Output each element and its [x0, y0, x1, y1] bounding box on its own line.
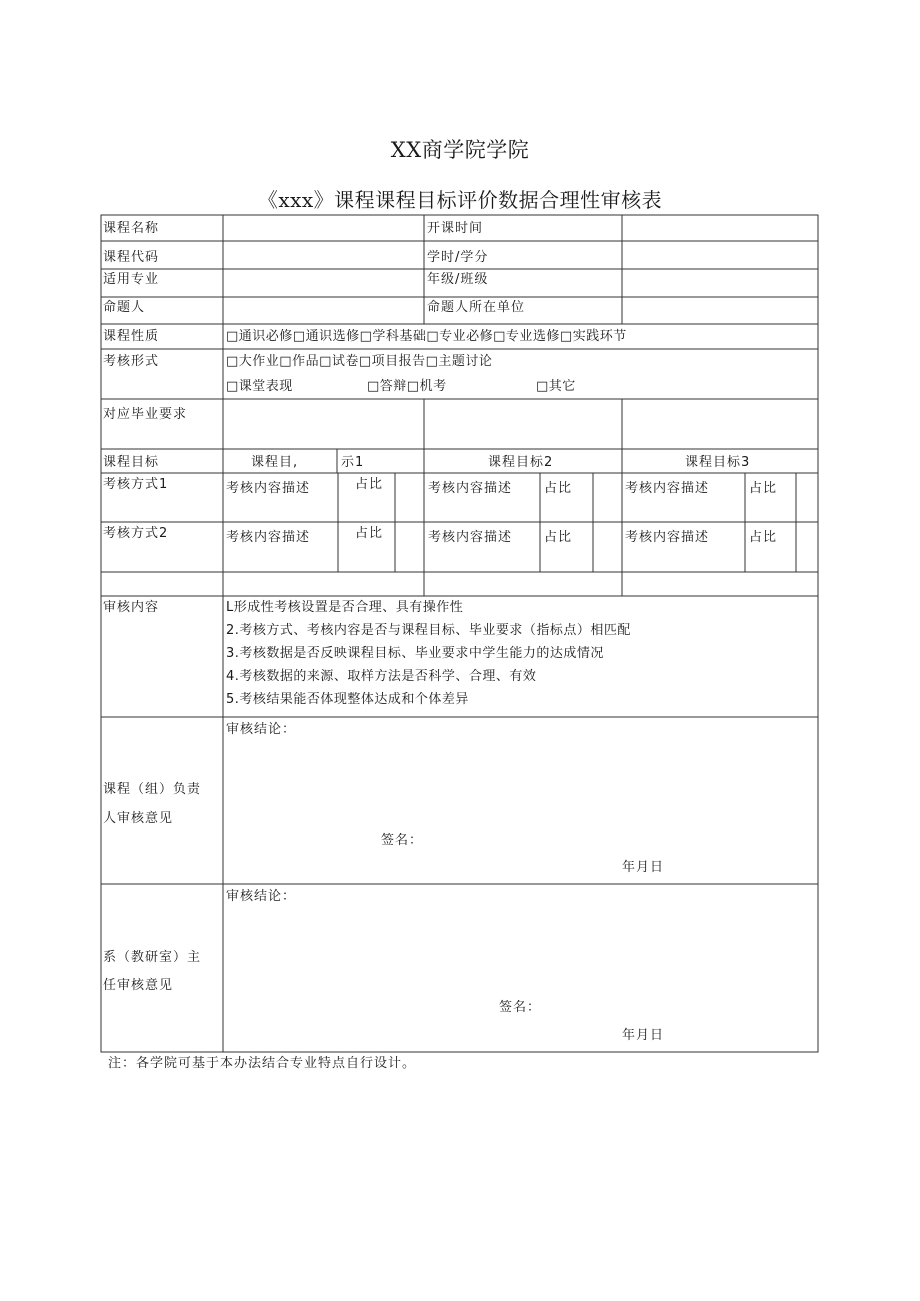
form-title: 《xxx》课程课程目标评价数据合理性审核表: [257, 188, 663, 212]
method-2-goal-3-ratio: 占比: [749, 530, 778, 545]
dept-head-conclusion-label: 审核结论：: [226, 889, 297, 904]
method-1-goal-2-desc: 考核内容描述: [428, 481, 513, 496]
course-type-checkboxes[interactable]: □通识必修□通识选修□学科基础□专业必修□专业选修□实践环节: [226, 329, 627, 344]
start-time-label: 开课时间: [427, 221, 484, 236]
dept-head-signature-label: 签名：: [499, 1000, 542, 1015]
goal-label: 课程目标: [103, 455, 160, 470]
method-2-goal-2-desc: 考核内容描述: [428, 530, 513, 545]
exam-form-checkboxes-row1[interactable]: □大作业□作品□试卷□项目报告□主题讨论: [226, 354, 493, 369]
method-2-label: 考核方式2: [103, 526, 169, 541]
dept-head-opinion-label-cont: 任审核意见: [103, 978, 174, 993]
review-item: 4.考核数据的来源、取样方法是否科学、合理、有效: [226, 669, 537, 684]
course-name-label: 课程名称: [103, 221, 160, 236]
course-lead-opinion-label: 课程（组）负责: [103, 782, 202, 797]
method-1-goal-3-desc: 考核内容描述: [625, 481, 710, 496]
grade-class-label: 年级/班级: [427, 272, 489, 287]
exam-form-option-other[interactable]: □其它: [536, 379, 576, 394]
method-2-goal-3-desc: 考核内容描述: [625, 530, 710, 545]
method-1-goal-3-ratio: 占比: [749, 481, 778, 496]
review-item: 2.考核方式、考核内容是否与课程目标、毕业要求（指标点）相匹配: [226, 623, 631, 638]
exam-form-option-defense[interactable]: □答辩□机考: [367, 379, 447, 394]
hours-credits-label: 学时/学分: [427, 250, 489, 265]
course-type-label: 课程性质: [103, 329, 160, 344]
setter-label: 命题人: [103, 300, 146, 315]
grad-req-label: 对应毕业要求: [103, 407, 188, 422]
setter-unit-label: 命题人所在单位: [427, 300, 526, 315]
course-code-label: 课程代码: [103, 250, 160, 265]
method-1-label: 考核方式1: [103, 477, 169, 492]
method-1-goal-2-ratio: 占比: [544, 481, 573, 496]
review-item: 5.考核结果能否体现整体达成和个体差异: [226, 692, 469, 707]
footnote: 注：各学院可基于本办法结合专业特点自行设计。: [108, 1056, 417, 1071]
exam-form-option-class[interactable]: □课堂表现: [226, 379, 293, 394]
method-2-goal-2-ratio: 占比: [544, 530, 573, 545]
goal-3-heading: 课程目标3: [685, 455, 751, 470]
method-2-goal-1-desc: 考核内容描述: [226, 530, 311, 545]
review-item: L形成性考核设置是否合理、具有操作性: [226, 600, 464, 615]
method-1-goal-1-desc: 考核内容描述: [226, 481, 311, 496]
review-item: 3.考核数据是否反映课程目标、毕业要求中学生能力的达成情况: [226, 646, 604, 661]
course-lead-conclusion-label: 审核结论：: [226, 722, 297, 737]
exam-form-label: 考核形式: [103, 354, 160, 369]
course-lead-opinion-label-cont: 人审核意见: [103, 811, 174, 826]
dept-head-opinion-label: 系（教研室）主: [103, 950, 202, 965]
goal-1-heading: 课程目,: [251, 455, 299, 470]
goal-2-heading: 课程目标2: [488, 455, 554, 470]
major-label: 适用专业: [103, 272, 160, 287]
method-1-goal-1-ratio: 占比: [355, 477, 384, 492]
institution-title: XX商学院学院: [390, 138, 530, 162]
goal-1-heading-cont: 示1: [341, 455, 365, 470]
course-lead-date-label: 年月日: [622, 860, 665, 875]
dept-head-date-label: 年月日: [622, 1028, 665, 1043]
review-content-label: 审核内容: [103, 600, 160, 615]
course-lead-signature-label: 签名：: [381, 833, 424, 848]
method-2-goal-1-ratio: 占比: [355, 526, 384, 541]
